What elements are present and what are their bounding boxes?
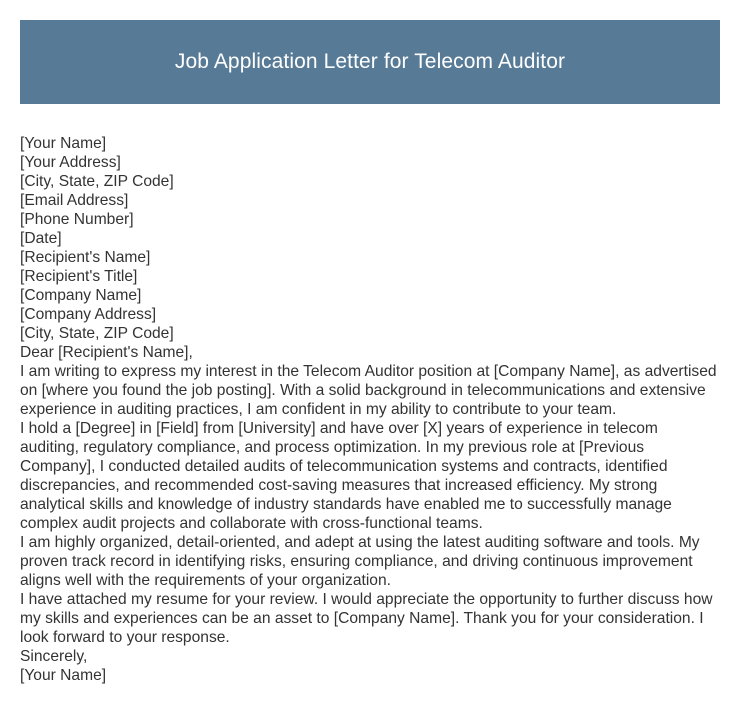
recipient-name: [Recipient's Name]	[20, 249, 151, 266]
sender-address: [Your Address]	[20, 154, 121, 171]
sender-name: [Your Name]	[20, 135, 107, 152]
paragraph-intro: I am writing to express my interest in the Telecom Auditor position at [Company Name], as advertised on [where you found the job posting]. With a solid background in telecommunications and extensive experience in auditing practices, I am confident in my ability to contribute to your team.	[20, 363, 717, 418]
letter-header-banner	[20, 20, 720, 104]
closing: Sincerely,	[20, 648, 88, 665]
recipient-city-state-zip: [City, State, ZIP Code]	[20, 325, 174, 342]
sender-email: [Email Address]	[20, 192, 129, 209]
sender-city-state-zip: [City, State, ZIP Code]	[20, 173, 174, 190]
paragraph-experience: I hold a [Degree] in [Field] from [University] and have over [X] years of experience in telecom auditing, regulatory compliance, and process optimization. In my previous role at [Previous Company], I conducted detailed audits of telecommunication systems and contracts, identified discrepancies, and recommended cost-saving measures that increased efficiency. My strong analytical skills and knowledge of industry standards have enabled me to successfully manage complex audit projects and collaborate with cross-functional teams.	[20, 420, 672, 532]
recipient-title: [Recipient's Title]	[20, 268, 138, 285]
paragraph-closing: I have attached my resume for your review. I would appreciate the opportunity to further discuss how my skills and experiences can be an asset to [Company Name]. Thank you for your consideration. I look forward to your response.	[20, 591, 713, 646]
letter-body	[20, 134, 720, 685]
letter-date: [Date]	[20, 230, 62, 247]
recipient-company: [Company Name]	[20, 287, 142, 304]
sender-phone: [Phone Number]	[20, 211, 134, 228]
paragraph-skills: I am highly organized, detail-oriented, and adept at using the latest auditing software and tools. My proven track record in identifying risks, ensuring compliance, and driving continuous improvement aligns well with the requirements of your organization.	[20, 534, 700, 589]
page-title: Job Application Letter for Telecom Auditor	[174, 50, 566, 73]
signature: [Your Name]	[20, 667, 107, 684]
salutation: Dear [Recipient's Name],	[20, 344, 193, 361]
recipient-address: [Company Address]	[20, 306, 157, 323]
